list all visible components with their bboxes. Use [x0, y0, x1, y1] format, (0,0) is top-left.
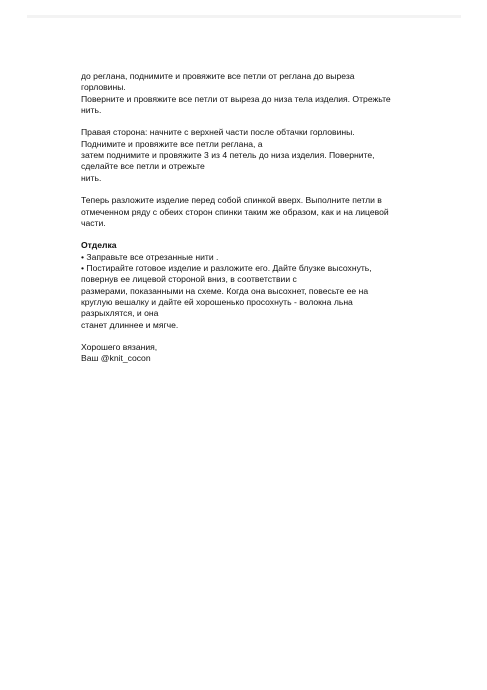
paragraph-back	[81, 195, 421, 229]
text-line: разрыхлятся, и она	[81, 308, 159, 319]
text-line: сделайте все петли и отрежьте	[81, 161, 205, 172]
paragraph-gap	[81, 331, 421, 342]
text-line: Поверните и провяжите все петли от выреза до низа тела изделия. Отрежьте	[81, 93, 391, 104]
text-line: Хорошего вязания,	[81, 342, 158, 353]
text-line: части.	[81, 217, 106, 228]
text-line: Правая сторона: начните с верхней части после обтачки горловины.	[81, 127, 355, 138]
section-heading: Отделка	[81, 240, 117, 251]
text-line: горловины.	[81, 82, 126, 93]
paragraph-gap	[81, 184, 421, 195]
text-line: • Заправьте все отрезанные нити .	[81, 251, 219, 262]
top-divider	[27, 15, 461, 18]
section-finishing	[81, 240, 421, 330]
paragraph-right-side	[81, 127, 421, 183]
text-line: затем поднимите и провяжите 3 из 4 петель до низа изделия. Поверните,	[81, 150, 375, 161]
paragraph-gap	[81, 229, 421, 240]
signoff	[81, 342, 421, 365]
text-line: • Постирайте готовое изделие и разложите его. Дайте блузке высохнуть,	[81, 263, 372, 274]
text-line: Теперь разложите изделие перед собой спинкой вверх. Выполните петли в	[81, 195, 382, 206]
paragraph-intro	[81, 71, 421, 116]
text-line: круглую вешалку и дайте ей хорошенько просохнуть - волокна льна	[81, 296, 353, 307]
text-line: нить.	[81, 172, 102, 183]
document-body	[81, 71, 421, 365]
text-line: отмеченном ряду с обеих сторон спинки таким же образом, как и на лицевой	[81, 206, 389, 217]
text-line: размерами, показанными на схеме. Когда она высохнет, повесьте ее на	[81, 285, 369, 296]
text-line: повернув ее лицевой стороной вниз, в соответствии с	[81, 274, 297, 285]
text-line: Поднимите и провяжите все петли реглана, а	[81, 138, 263, 149]
text-line: до реглана, поднимите и провяжите все петли от реглана до выреза	[81, 71, 355, 81]
text-line: станет длиннее и мягче.	[81, 319, 179, 330]
text-line: Ваш @knit_cocon	[81, 353, 151, 364]
text-line: нить.	[81, 104, 102, 115]
paragraph-gap	[81, 116, 421, 127]
